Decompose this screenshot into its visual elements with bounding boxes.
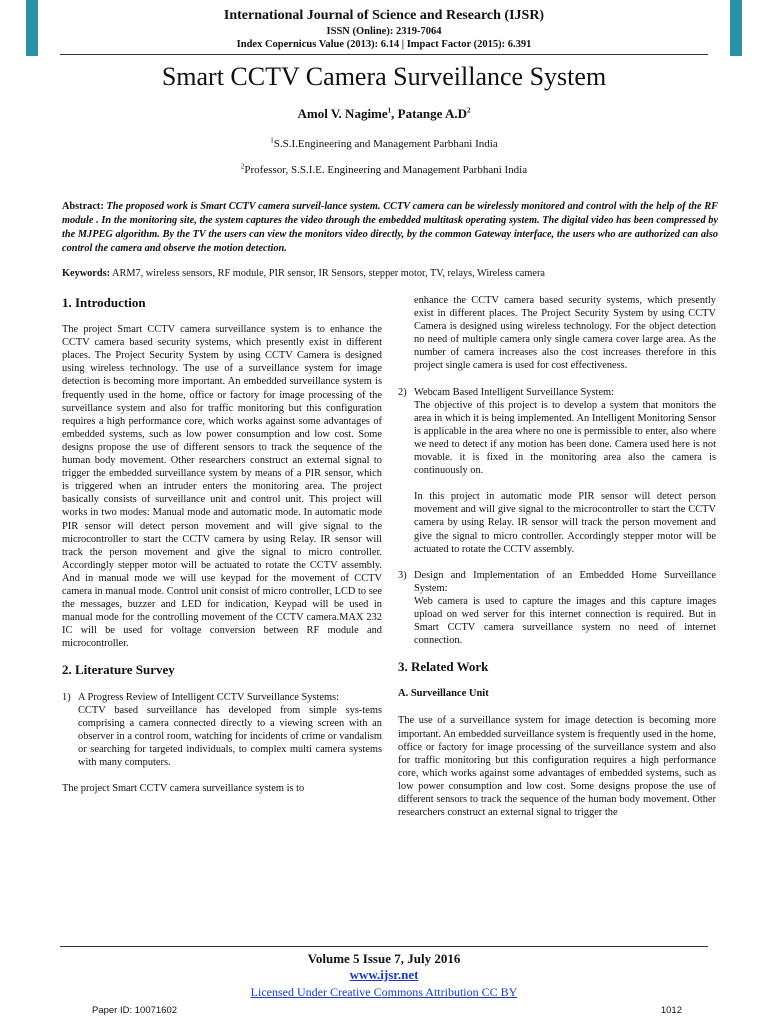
- literature-item-2-text: The objective of this project is to develop a system that monitors the area in which it is being implemented. An Intelligent Monitoring Sensor is applicable in the area where no one is permissible to enter, also where we need to detect if any motion has been done. Camera used here is not movable. it is fixed in the monitoring area also the camera is continuously on.: [414, 399, 716, 477]
- affiliation-2: [0, 164, 768, 176]
- related-work-paragraph: The use of a surveillance system for image detection is becoming more important. An embedded surveillance system is frequently used in the home, office or factory for image processing of the surveillance system and also for traffic monitoring but this configuration requires a high performance core, which works against some advantages of embedded systems, such as low power consumption and low cost. Some designs propose the use of different sensors to track the sequence of the human body movement. Other researchers construct an external signal to trigger the: [398, 715, 716, 819]
- abstract-label: Abstract:: [62, 201, 104, 212]
- introduction-heading: 1. Introduction: [62, 295, 146, 310]
- literature-item-2-number: 2): [398, 386, 407, 398]
- abstract-text: The proposed work is Smart CCTV camera surveil-lance system. CCTV camera can be wirelessly monitored and control with the help of the RF module . In the monitoring site, the system captures the video through the embedded multitask operating system. The digital video has been compressed by the MJPEG algorithm. By the TV the users can view the monitors video directly, by the common Gateway interface, the users who are authorized can also control the camera and observe the motion detection.: [62, 201, 718, 254]
- continued-paragraph: enhance the CCTV camera based security systems, which presently exist in different places. The Project Security System by using CCTV Camera is designed using wireless technology. For the object detection no need of multiple camera only single camera cover large area. As the number of camera increases also the cost increases therefore in this project single camera is used for cost effectiveness.: [414, 295, 716, 372]
- paper-title: Smart CCTV Camera Surveillance System: [161, 62, 607, 91]
- literature-item-1-title: A Progress Review of Intelligent CCTV Surveillance Systems:: [78, 691, 339, 703]
- journal-title: International Journal of Science and Research (IJSR): [223, 8, 545, 23]
- header-rule: [60, 54, 708, 55]
- literature-item-1-number: 1): [62, 691, 71, 703]
- keywords-text: ARM7, wireless sensors, RF module, PIR sensor, IR Sensors, stepper motor, TV, relays, Wireless camera: [110, 268, 545, 279]
- keywords-label: Keywords:: [62, 268, 111, 279]
- literature-survey-heading: 2. Literature Survey: [62, 662, 175, 678]
- author-2-sup: 2: [467, 106, 471, 115]
- footer-url-link[interactable]: www.ijsr.net: [349, 967, 419, 982]
- affiliation-1: [0, 138, 768, 150]
- literature-item-2-title: Webcam Based Intelligent Surveillance System:: [414, 386, 614, 398]
- footer-license-link[interactable]: Licensed Under Creative Commons Attribution CC BY: [250, 985, 518, 999]
- affiliation-2-text: Professor, S.S.I.E. Engineering and Management Parbhani India: [244, 164, 528, 176]
- page-number: 1012: [660, 1005, 682, 1016]
- author-1-sup: 1: [387, 106, 392, 115]
- author-separator: ,: [391, 106, 398, 121]
- keywords: [62, 268, 718, 279]
- author-line: [0, 106, 768, 122]
- journal-issn: ISSN (Online): 2319-7064: [326, 26, 442, 37]
- footer-rule: [60, 946, 708, 947]
- affiliation-1-sup: 1: [270, 136, 274, 145]
- literature-item-3-number: 3): [398, 569, 407, 581]
- surveillance-unit-heading: A. Surveillance Unit: [398, 688, 489, 700]
- affiliation-2-sup: 2: [240, 162, 245, 171]
- journal-index: Index Copernicus Value (2013): 6.14 | Impact Factor (2015): 6.391: [236, 39, 532, 50]
- author-1: Amol V. Nagime: [297, 106, 388, 121]
- literature-item-1: [62, 691, 382, 770]
- footer-volume: Volume 5 Issue 7, July 2016: [307, 951, 461, 966]
- literature-item-1-continued: [398, 294, 716, 373]
- literature-item-1-tail: The project Smart CCTV camera surveillance system is to: [62, 783, 305, 795]
- paper-id: Paper ID: 10071602: [92, 1005, 178, 1016]
- related-work-heading: 3. Related Work: [398, 659, 489, 675]
- left-column: [62, 296, 382, 808]
- literature-item-1-text: CCTV based surveillance has developed from simple sys-tems comprising a camera connected directly to a viewing screen with an observer in a control room, watching for incidents of crime or vandalism or searching for targeted individuals, to complex multi camera systems with many computers.: [78, 704, 382, 768]
- abstract: [62, 200, 718, 256]
- literature-item-3: [398, 569, 716, 648]
- right-column: [398, 294, 716, 832]
- affiliation-1-text: S.S.I.Engineering and Management Parbhani India: [273, 138, 498, 150]
- literature-item-3-title: Design and Implementation of an Embedded Home Surveillance System:: [414, 569, 716, 594]
- author-2: Patange A.D: [397, 106, 467, 121]
- literature-item-3-text: Web camera is used to capture the images and this capture images upload on wed server for this internet connection is required. But in Smart CCTV camera surveillance system no need of internet connection.: [414, 595, 716, 647]
- introduction-paragraph: The project Smart CCTV camera surveillance system is to enhance the CCTV camera based security systems, which presently exist in different places. The Project Security System by using CCTV Camera is designed using wireless technology. The use of a surveillance system for image detection is becoming more important. An embedded surveillance system is frequently used in the home, office or factory for image processing of the surveillance system and also for traffic monitoring but this configuration requires a high performance core, which works against some advantages of embedded systems, such as low power consumption and low cost. Some designs propose the use of different sensors to track the sequence of the human body movement. Other researchers construct an external signal to trigger the embedded surveillance system by means of a PIR sensor, which is triggered when an intruder enters the monitoring area. The project basically consists of surveillance unit and control unit. This project will works in two modes: Manual mode and automatic mode. In automatic mode PIR sensor will detect person movement and will give signal to the microcontroller to start the CCTV camera by using Relay. IR sensor will track the person movement and give the signal to micro controller. Accordingly stepper motor will be actuated to rotate the CCTV assembly. And in manual mode we will use keypad for the movement of CCTV camera in manual mode. Control unit consist of micro controller, LCD to see the messages, buzzer and LED for indication, Keypad will be used in manual mode for the controlling movement of the CCTV camera.MAX 232 IC will be used for voltage conversion between RF module and microcontroller.: [62, 324, 382, 650]
- literature-item-2-text-2: In this project in automatic mode PIR sensor will detect person movement and will give signal to the microcontroller to start the CCTV camera by using Relay. IR sensor will track the person movement and give the signal to micro controller. Accordingly stepper motor will be actuated to rotate the CCTV assembly.: [414, 491, 716, 555]
- literature-item-2: [398, 386, 716, 556]
